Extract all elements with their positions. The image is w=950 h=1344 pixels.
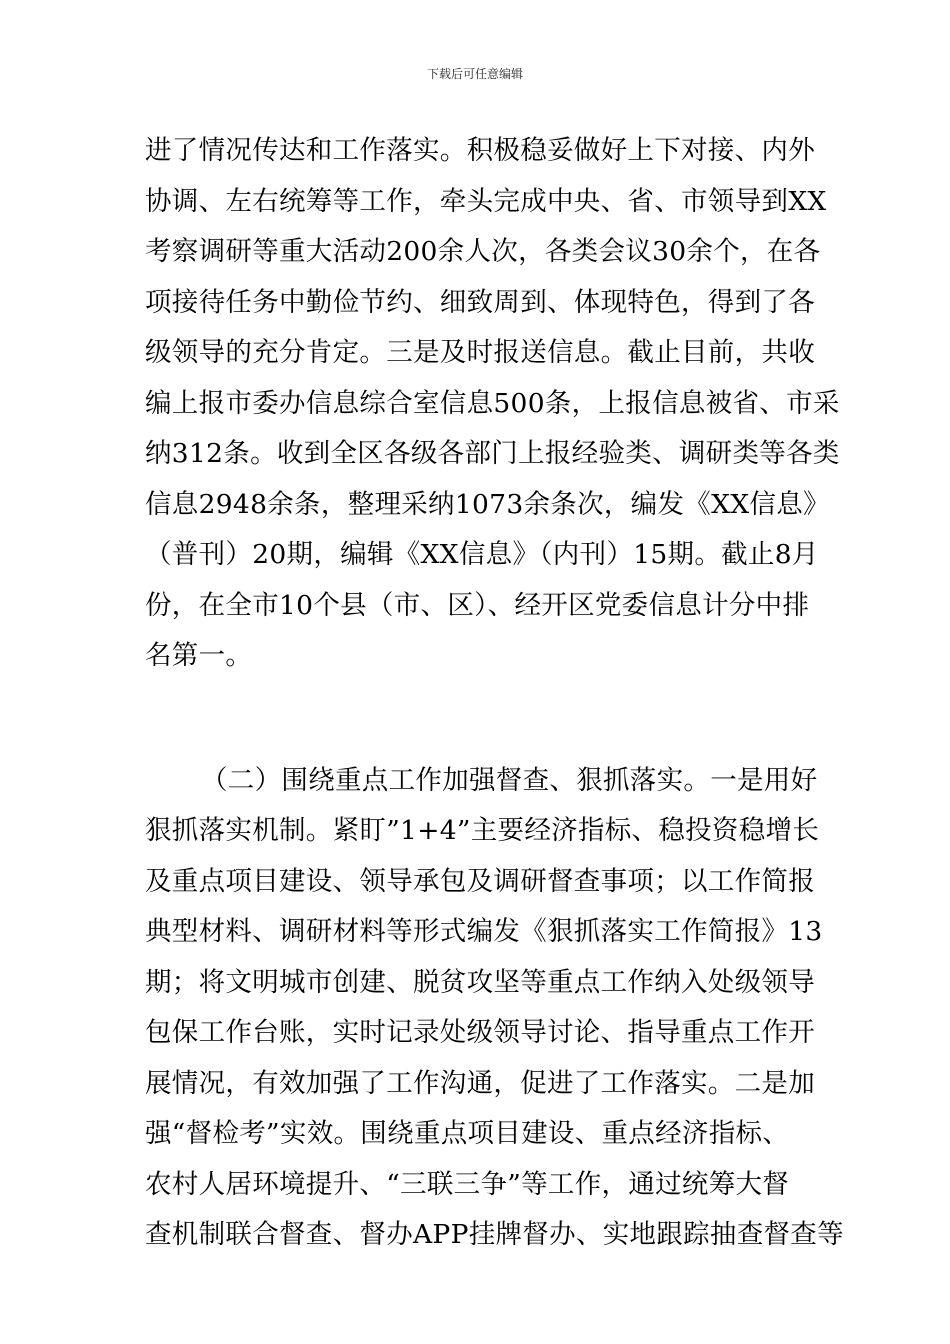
text-line: 编上报市委办信息综合室信息500条，上报信息被省、市采 [145, 387, 840, 419]
text-line: 及重点项目建设、领导承包及调研督查事项；以工作简报 [145, 865, 815, 897]
text-line: 纳312条。收到全区各级各部门上报经验类、调研类等各类 [145, 438, 840, 469]
text-line: 农村人居环境提升、“三联三争”等工作，通过统筹大督 [145, 1168, 790, 1200]
document-body [145, 126, 844, 1261]
text-line: 狠抓落实机制。紧盯”1+4”主要经济指标、稳投资稳增长 [145, 815, 820, 846]
text-line: 强“督检考”实效。围绕重点项目建设、重点经济指标、 [145, 1118, 790, 1149]
text-line: 级领导的充分肯定。三是及时报送信息。截止目前，共收 [145, 337, 815, 368]
text-line: 项接待任务中勤俭节约、细致周到、体现特色，得到了各 [145, 286, 815, 318]
text-line: 份，在全市10个县（市、区）、经开区党委信息计分中排 [145, 589, 810, 621]
paragraph-gap [145, 682, 815, 756]
text-line: 包保工作台账，实时记录处级领导讨论、指导重点工作开 [145, 1017, 815, 1048]
text-line: （普刊）20期，编辑《XX信息》（内刊）15期。截止8月 [145, 539, 819, 570]
text-line: 展情况，有效加强了工作沟通，促进了工作落实。二是加 [145, 1067, 815, 1099]
paragraph-2 [145, 756, 844, 1261]
text-line: 期；将文明城市创建、脱贫攻坚等重点工作纳入处级领导 [145, 966, 815, 998]
text-line: 查机制联合督查、督办APP挂牌督办、实地跟踪抽查督查等 [145, 1219, 844, 1250]
text-line: 信息2948余条，整理采纳1073余条次，编发《XX信息》 [145, 488, 830, 520]
text-line: 进了情况传达和工作落实。积极稳妥做好上下对接、内外 [145, 135, 815, 166]
text-line: 典型材料、调研材料等形式编发《狠抓落实工作简报》13 [145, 916, 823, 947]
text-line: 协调、左右统筹等工作，牵头完成中央、省、市领导到XX [145, 185, 827, 217]
paragraph-1 [145, 126, 840, 682]
text-line: （二）围绕重点工作加强督查、狠抓落实。一是用好 [201, 764, 818, 796]
text-line: 考察调研等重大活动200余人次，各类会议30余个，在各 [145, 236, 821, 267]
text-line: 名第一。 [145, 640, 253, 671]
page-header: 下载后可任意编辑 [426, 67, 523, 81]
